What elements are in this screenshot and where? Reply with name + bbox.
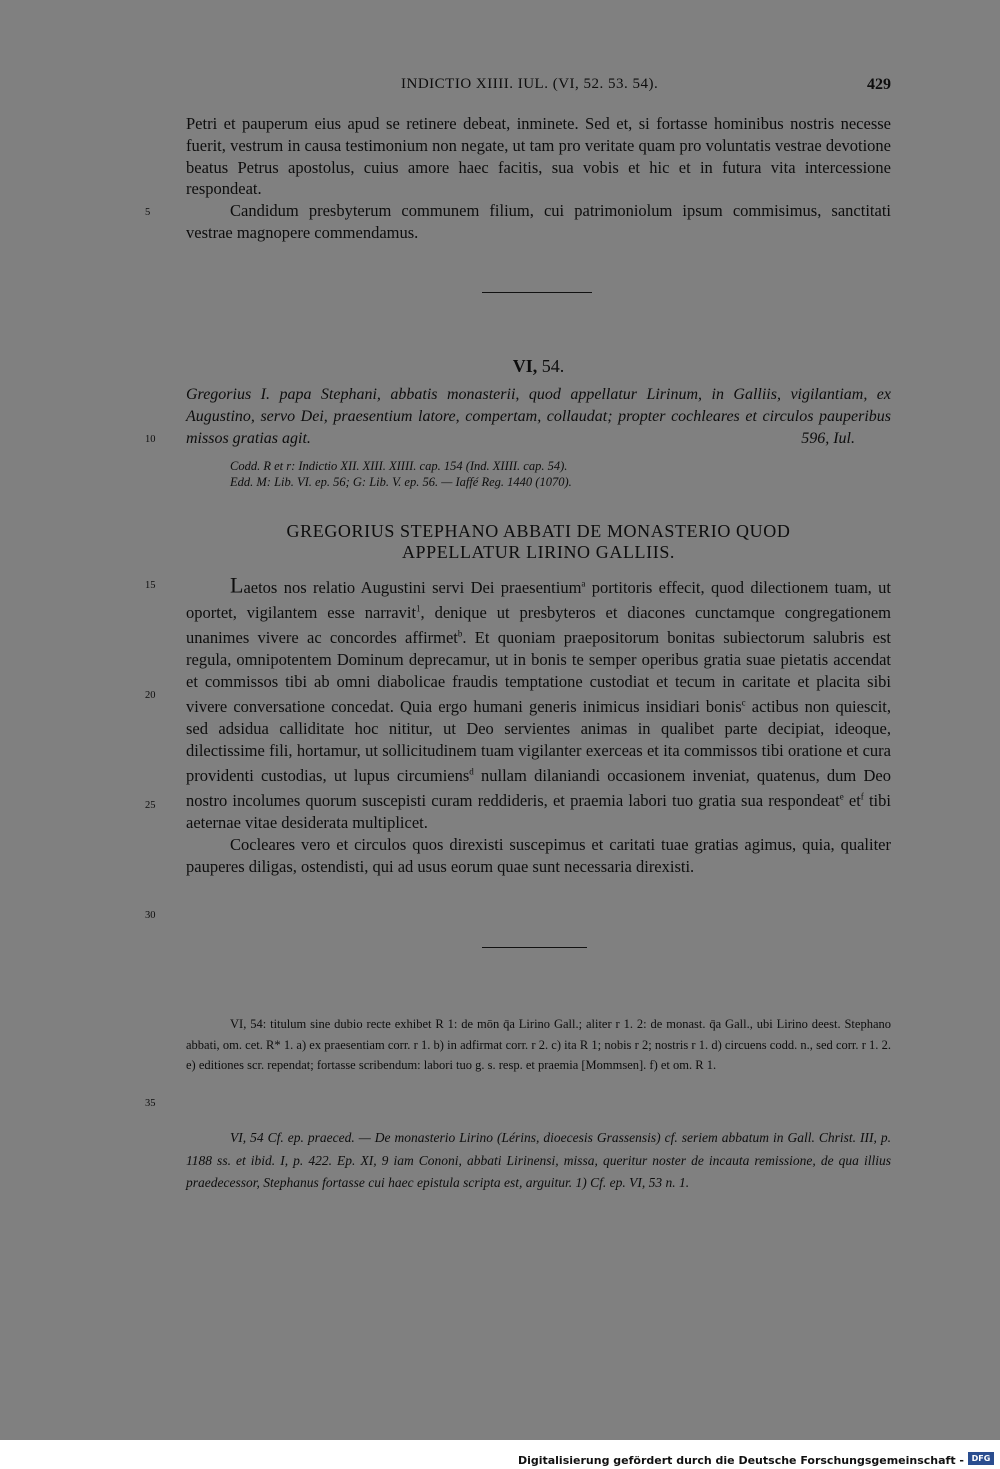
title-line: APPELLATUR LIRINO GALLIIS.	[401, 542, 676, 562]
critical-apparatus	[186, 1014, 891, 1076]
body-paragraph: Candidum presbyterum communem filium, cui patrimoniolum ipsum commisimus, sanctitati vestrae magnopere commendamus.	[186, 201, 891, 242]
drop-cap: L	[230, 572, 244, 598]
section-divider	[482, 292, 592, 293]
letter-number: VI, 54.	[512, 356, 565, 376]
running-head: INDICTIO XIIII. IUL. (VI, 52. 53. 54).	[401, 76, 659, 92]
letter-title	[186, 521, 891, 563]
commentary-text: VI, 54 Cf. ep. praeced. — De monasterio Lirino (Lérins, dioecesis Grassensis) cf. seriem abbatum in Gall. Christ. III, p. 1188 ss. et ibid. I, p. 422. Ep. XI, 9 iam Cononi, abbati Lirinensi, missa, queritur noster de incauta remissione, de qua illius praedecessor, Stephanus fortasse cui haec epistula scripta est, arguitur. 1) Cf. ep. VI, 53 n. 1.	[186, 1130, 891, 1190]
dfg-logo: DFG	[968, 1452, 994, 1465]
line-number: 20	[145, 690, 156, 701]
body-paragraph: Petri et pauperum eius apud se retinere debeat, inminete. Sed et, si fortasse hominibus nostris necesse fuerit, vestrum in causa testimonium non negate, ut tam pro veritate quam pro voluntatis vestrae devotione beatus Petrus apostolus, cuius amore haec facitis, sua vobis et hic et in futura vita intercessione respondeat.	[186, 114, 891, 199]
footnote-marker: f	[860, 791, 864, 802]
codices-line: Codd. R et r: Indictio XII. XIII. XIIII. cap. 154 (Ind. XIIII. cap. 54).	[230, 459, 568, 473]
line-number: 30	[145, 910, 156, 921]
line-number: 35	[145, 1098, 156, 1109]
line-number: 5	[145, 207, 151, 218]
commentary-notes	[186, 1127, 891, 1195]
footnote-marker: 1	[416, 603, 421, 614]
line-number: 15	[145, 580, 156, 591]
digitization-credit: Digitalisierung gefördert durch die Deutsche Forschungsgemeinschaft -	[517, 1454, 964, 1467]
page-number: 429	[867, 76, 891, 93]
letter-54-body	[186, 573, 891, 877]
title-line: GREGORIUS STEPHANO ABBATI DE MONASTERIO QUOD	[286, 521, 791, 541]
footnote-marker: e	[839, 791, 844, 802]
paragraph-text: aetos nos relatio Augustini servi Dei praesentium$^a$ portitoris effecit, quod dilectionem tuam, ut oportet, vigilantem esse narravit$^1$, denique ut presbyteros et diacones cunctamque congregationem unanimes vivere ac concordes affirmet$^b$. Et quoniam praepositorum bonitas subiectorum salubris est regula, omnipotentem Dominum deprecamur, ut in bonis te semper operibus gratia suae pietatis accendat et commissos tibi ab omni diabolicae fraudis temptatione custodiat et tecum in caritate et placita sibi vivere conversatione concedat. Quia ergo humani generis inimicus insidiari bonis$^c$ actibus non quiescit, sed adsidua calliditate hoc nititur, ut Deo servientes animas in qualibet parte decipiat, ideoque, dilectissime fili, hortamur, ut sollicitudinem tuam vigilanter exerceas et ita commissos tibi oratione et cura providenti custodias, ut lupus circumiens$^d$ nullam dilaniandi occasionem inveniat, quatenus, dum Deo nostro incolumes quorum suscepisti curam reddideris, et praemia labori tuo gratia sua respondeat$^e$ $et^f$ tibi aeternae vitae desiderata multiplicet.	[186, 577, 891, 832]
footnote-marker: c	[741, 697, 746, 708]
footer-bar	[0, 1440, 1000, 1469]
footnote-marker: b	[457, 628, 463, 639]
section-divider	[482, 947, 587, 948]
body-paragraph: Cocleares vero et circulos quos direxisti suscepimus et caritati tuae gratias agimus, quia, qualiter pauperes diligas, ostendisti, qui ad usus eorum quae sunt necessaria direxisti.	[186, 834, 891, 876]
apparatus-text: VI, 54: titulum sine dubio recte exhibet R 1: de mōn q̄a Lirino Gall.; aliter r 1. 2: de monast. q̄a Gall., ubi Lirino deest. Stephano abbati, om. cet. R* 1. a) ex praesentiam corr. r 1. b) in adfirmat corr. r 2. c) ita R 1; nobis r 2; nostris r 1. d) circuens codd. n., sed corr. r 1. 2. e) editiones scr. rependat; fortasse scribendum: labori tuo g. s. resp. et praemia [Mommsen]. f) et om. R 1.	[186, 1017, 891, 1072]
manuscript-sources	[230, 459, 890, 490]
editions-line: Edd. M: Lib. VI. ep. 56; G: Lib. V. ep. 56. — Iaffé Reg. 1440 (1070).	[230, 474, 572, 489]
letter-53-ending	[186, 113, 891, 244]
line-number: 25	[145, 800, 156, 811]
body-paragraph	[186, 573, 891, 834]
footnote-marker: d	[469, 766, 474, 777]
letter-summary	[186, 384, 891, 450]
summary-text: Gregorius I. papa Stephani, abbatis monasterii, quod appellatur Lirinum, in Galliis, vigilantiam, ex Augustino, servo Dei, praesentium latore, compertam, collaudat; propter cochleares et circulos pauperibus missos gratias agit.	[186, 386, 891, 447]
letter-date: 596, Iul.	[801, 430, 855, 447]
footnote-marker: a	[581, 578, 586, 588]
line-number: 10	[145, 434, 156, 445]
page-header	[186, 76, 891, 100]
